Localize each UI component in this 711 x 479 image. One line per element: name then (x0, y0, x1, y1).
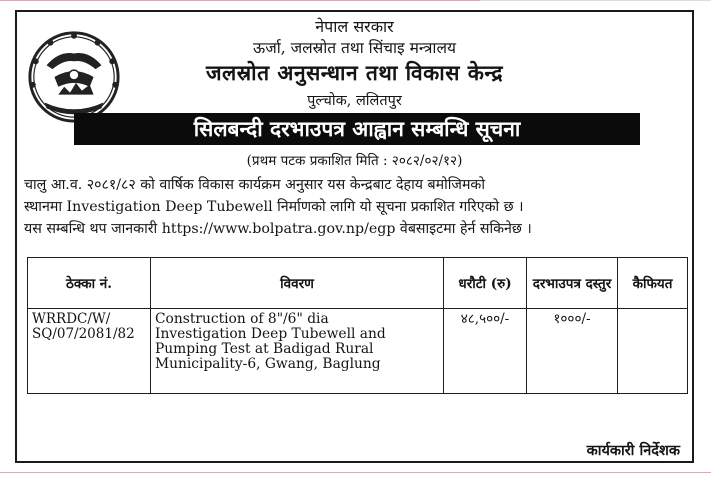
header-government: नेपाल सरकार (315, 17, 394, 36)
cell-description: Construction of 8"/6" dia Investigation Deep Tubewell and Pumping Test at Badigad Rural Municipality-6, Gwang, Baglung (151, 309, 444, 394)
header-fee: दरभाउपत्र दस्तुर (527, 258, 618, 309)
publication-date: (प्रथम पटक प्रकाशित मिति : २०८२/०२/१२) (246, 153, 463, 169)
notice-paragraph (24, 174, 694, 240)
header-remarks: कैफियत (618, 258, 688, 309)
signature-executive-director: कार्यकारी निर्देशक (586, 442, 680, 459)
header-address: पुल्चोक, ललितपुर (307, 93, 402, 109)
top-rule (0, 0, 711, 4)
cell-contract-no: WRRDC/W/ SQ/07/2081/82 (28, 309, 151, 394)
header-center: जलस्रोत अनुसन्धान तथा विकास केन्द्र (205, 60, 504, 85)
tender-notice (15, 10, 694, 463)
notice-title-banner: सिलबन्दी दरभाउपत्र आह्वान सम्बन्धि सूचना (74, 113, 640, 145)
tender-table (27, 257, 688, 394)
cell-deposit: ४८,५००/- (444, 309, 527, 394)
paragraph-line: यस सम्बन्धि थप जानकारी https://www.bolpatra.gov.np/egp वेबसाइटमा हेर्न सकिनेछ । (24, 221, 532, 237)
header-deposit: धरौटी (रु) (444, 258, 527, 309)
header-contract-no: ठेक्का नं. (28, 258, 151, 309)
cell-remarks (618, 309, 688, 394)
header-description: विवरण (151, 258, 444, 309)
paragraph-line: स्थानमा Investigation Deep Tubewell निर्माणको लागि यो सूचना प्रकाशित गरिएको छ । (24, 199, 524, 215)
cell-fee: १०००/- (527, 309, 618, 394)
table-row (28, 309, 688, 394)
bottom-rule (0, 472, 711, 473)
table-header-row (28, 258, 688, 309)
header-ministry: ऊर्जा, जलस्रोत तथा सिंचाइ मन्त्रालय (253, 39, 456, 57)
paragraph-line: चालु आ.व. २०८१/८२ को वार्षिक विकास कार्यक्रम अनुसार यस केन्द्रबाट देहाय बमोजिमको (24, 177, 485, 193)
